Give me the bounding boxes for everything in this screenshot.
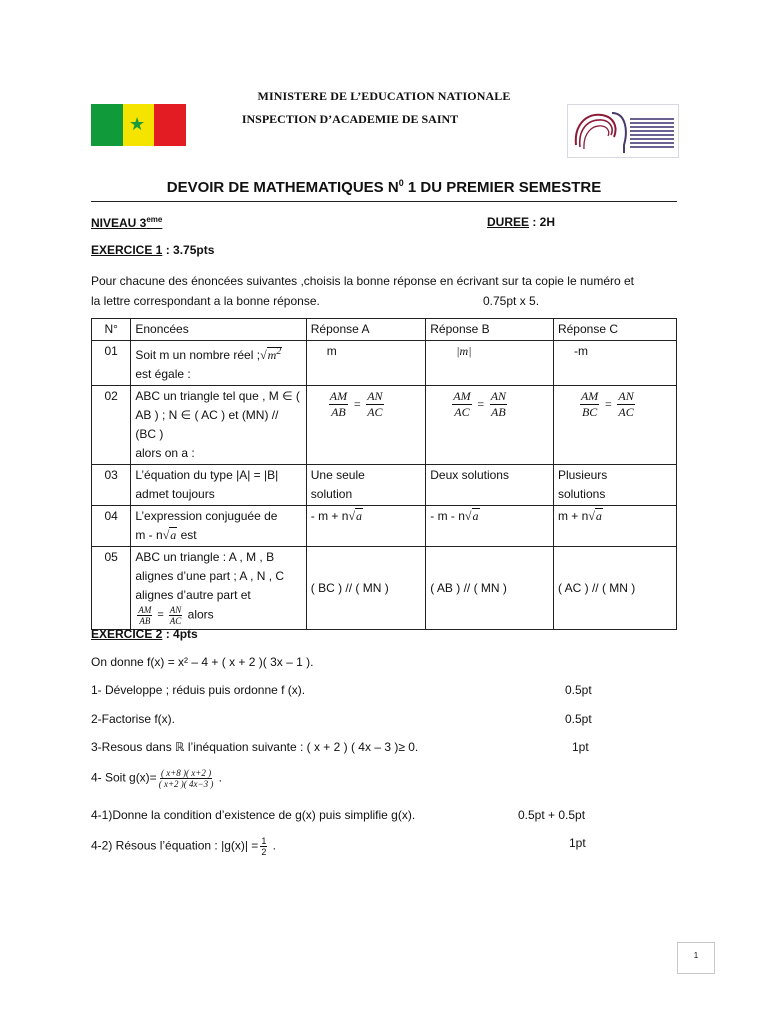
- ministry-heading: MINISTERE DE L’EDUCATION NATIONALE: [257, 89, 511, 103]
- answer-b: ( AB ) // ( MN ): [426, 547, 554, 630]
- title-divider: [91, 201, 677, 202]
- level-sup: eme: [146, 215, 163, 224]
- statement-text: Soit m un nombre réel ;: [135, 348, 261, 362]
- fraction-numerator: AN: [367, 389, 383, 403]
- header-answer-a: Réponse A: [306, 319, 425, 341]
- fraction-denominator: AB: [139, 616, 151, 626]
- answer-c: $\frac{AM}{BC}$ = $\frac{AN}{AC}$: [553, 386, 676, 465]
- header-statement: Enoncées: [131, 319, 306, 341]
- row-number: 02: [92, 386, 131, 465]
- row-statement: [131, 386, 306, 465]
- statement-text: m - n: [135, 528, 163, 542]
- page-number: 1: [677, 942, 715, 974]
- academy-logo-graphic: [568, 105, 678, 157]
- statement-text: alors: [187, 607, 214, 622]
- answer-text: solution: [310, 487, 353, 501]
- question-2: [91, 712, 691, 726]
- exercise-2-heading: [91, 627, 198, 641]
- answer-text: m + n: [557, 509, 589, 523]
- question-text: 3-Resous dans ℝ l’inéquation suivante : ( x + 2 ) ( 4x – 3 )≥ 0.: [91, 740, 419, 754]
- question-points: 0.5pt: [565, 712, 592, 726]
- title-sup: 0: [398, 178, 404, 188]
- answer-a: m: [306, 341, 425, 386]
- exercise-2-title: EXERCICE 2: [91, 627, 163, 641]
- fraction-denominator: AC: [367, 405, 383, 419]
- statement-text: AB ) ; N ∈ ( AC ) et (MN) // (BC ): [135, 408, 279, 441]
- exercise-1-scoring: 0.75pt x 5.: [483, 294, 540, 308]
- question-points: 1pt: [572, 740, 589, 754]
- fraction-denominator: AC: [169, 616, 182, 626]
- header-answer-b: Réponse B: [426, 319, 554, 341]
- question-4-2: [91, 836, 691, 857]
- fraction-denominator: AB: [331, 405, 346, 419]
- statement-text: ABC un triangle : A , M , B: [135, 550, 275, 564]
- flag-star-icon: ★: [129, 114, 146, 134]
- exercise-1-title: EXERCICE 1: [91, 243, 163, 257]
- answer-text: - m + n: [310, 509, 349, 523]
- fraction-denominator: 2: [261, 847, 267, 857]
- page-title: [91, 178, 677, 196]
- exercise-1-points: : 3.75pts: [162, 243, 215, 257]
- answer-a: ( BC ) // ( MN ): [306, 547, 425, 630]
- fraction-numerator: AM: [329, 389, 348, 403]
- fraction-numerator: ( x+8 )( x+2 ): [160, 768, 212, 778]
- answer-a: $\frac{AM}{AB}$ = $\frac{AN}{AC}$: [306, 386, 425, 465]
- fraction-numerator: AN: [618, 389, 634, 403]
- question-points: 1pt: [569, 836, 586, 850]
- title-rest: 1 DU PREMIER SEMESTRE: [403, 179, 602, 196]
- fraction-numerator: AM: [453, 389, 471, 403]
- table-row: [92, 465, 677, 506]
- answer-text: Une seule: [310, 468, 365, 482]
- sqrt-radicand: a: [356, 509, 363, 523]
- row-statement: ABC un triangle : A , M , B alignes d’une part ; A , N , C alignes d’autre part et $\frac{AM}{AB}$ = $\frac{AN}{AC}$ alors: [131, 547, 306, 630]
- fraction-numerator: AN: [169, 605, 182, 615]
- statement-text: ABC un triangle tel que , M ∈ (: [135, 389, 300, 403]
- fraction-denominator: BC: [581, 405, 598, 419]
- table-row: [92, 341, 677, 386]
- row-statement: [131, 341, 306, 386]
- question-3: [91, 740, 691, 754]
- fraction-denominator: AB: [491, 405, 506, 419]
- answer-text: solutions: [557, 487, 606, 501]
- question-text: 4- Soit g(x)=: [91, 770, 157, 785]
- table-row: [92, 506, 677, 547]
- sqrt-expression: √a: [162, 528, 177, 542]
- fraction-numerator: AM: [580, 389, 599, 403]
- fraction-numerator: 1: [261, 836, 267, 846]
- answer-c: [553, 465, 676, 506]
- answer-c: ( AC ) // ( MN ): [553, 547, 676, 630]
- exercise-1-heading: [91, 243, 214, 257]
- duration-label: [487, 215, 555, 229]
- question-text: .: [215, 770, 222, 785]
- question-4: [91, 768, 691, 789]
- row-number: 01: [92, 341, 131, 386]
- fraction-denominator: AC: [618, 405, 634, 419]
- fraction-denominator: AC: [454, 405, 470, 419]
- exercise-2-given: On donne f(x) = x² – 4 + ( x + 2 )( 3x – 1 ).: [91, 655, 314, 669]
- statement-text: L’équation du type |A| = |B|: [135, 468, 279, 482]
- statement-text: admet toujours: [135, 487, 215, 501]
- instruction-line-2: la lettre correspondant a la bonne réponse.: [91, 294, 320, 308]
- statement-text: est: [177, 528, 197, 542]
- header-number: N°: [92, 319, 131, 341]
- table-header-row: [92, 319, 677, 341]
- sqrt-radicand: m: [267, 348, 277, 362]
- fraction-denominator: ( x+2 )( 4x−3 ): [158, 779, 214, 789]
- answer-c: -m: [553, 341, 676, 386]
- exercise-1-instructions: [91, 271, 681, 311]
- statement-text: est égale :: [135, 367, 191, 381]
- row-number: 04: [92, 506, 131, 547]
- row-statement: [131, 506, 306, 547]
- answer-a: [306, 465, 425, 506]
- question-text: 2-Factorise f(x).: [91, 712, 176, 726]
- header-answer-c: Réponse C: [553, 319, 676, 341]
- answer-a: - m + n√a: [306, 506, 425, 547]
- answer-b: Deux solutions: [426, 465, 554, 506]
- statement-text: alignes d’une part ; A , N , C: [135, 569, 285, 583]
- inspection-heading: INSPECTION D’ACADEMIE DE SAINT: [241, 112, 459, 126]
- question-text: 1- Développe ; réduis puis ordonne f (x).: [91, 683, 306, 697]
- statement-text: L’expression conjuguée de: [135, 509, 278, 523]
- row-statement: [131, 465, 306, 506]
- question-points: 0.5pt: [565, 683, 592, 697]
- row-number: 05: [92, 547, 131, 630]
- answer-c: m + n√a: [553, 506, 676, 547]
- duration-key: DUREE: [487, 215, 530, 229]
- question-text: 4-2) Résous l’équation : |g(x)| =: [91, 838, 259, 853]
- table-row: [92, 386, 677, 465]
- row-number: 03: [92, 465, 131, 506]
- question-text: 4-1)Donne la condition d’existence de g(x) puis simplifie g(x).: [91, 808, 416, 822]
- sqrt-radicand: a: [472, 509, 479, 523]
- level-text: NIVEAU 3: [91, 216, 147, 230]
- statement-text: alignes d’autre part et: [135, 588, 251, 602]
- sqrt-exponent: 2: [276, 346, 282, 357]
- title-main: DEVOIR DE MATHEMATIQUES N: [166, 179, 399, 196]
- sqrt-radicand: a: [595, 509, 602, 523]
- exercise-2-points: : 4pts: [162, 627, 198, 641]
- qcm-table: [91, 318, 677, 630]
- statement-text: alors on a :: [135, 446, 195, 460]
- sqrt-expression: $√m^2$: [260, 346, 282, 362]
- fraction-numerator: AM: [138, 605, 152, 615]
- duration-value: : 2H: [529, 215, 556, 229]
- instruction-line-1: Pour chacune des énoncées suivantes ,choisis la bonne réponse en écrivant sur ta copie le numéro et: [91, 274, 634, 288]
- answer-text: Plusieurs: [557, 468, 608, 482]
- answer-text: - m - n: [430, 509, 465, 523]
- question-text: .: [269, 838, 277, 853]
- table-row: [92, 547, 677, 630]
- answer-b: - m - n√a: [426, 506, 554, 547]
- fraction-numerator: AN: [490, 389, 507, 403]
- question-4-1: [91, 808, 691, 822]
- academy-logo-icon: [567, 104, 679, 158]
- sqrt-radicand: a: [170, 528, 177, 542]
- question-1: [91, 683, 691, 697]
- question-points: 0.5pt + 0.5pt: [518, 808, 586, 822]
- answer-b: |m|: [426, 341, 554, 386]
- answer-b: $\frac{AM}{AC}$ = $\frac{AN}{AB}$: [426, 386, 554, 465]
- level-label: [91, 215, 162, 230]
